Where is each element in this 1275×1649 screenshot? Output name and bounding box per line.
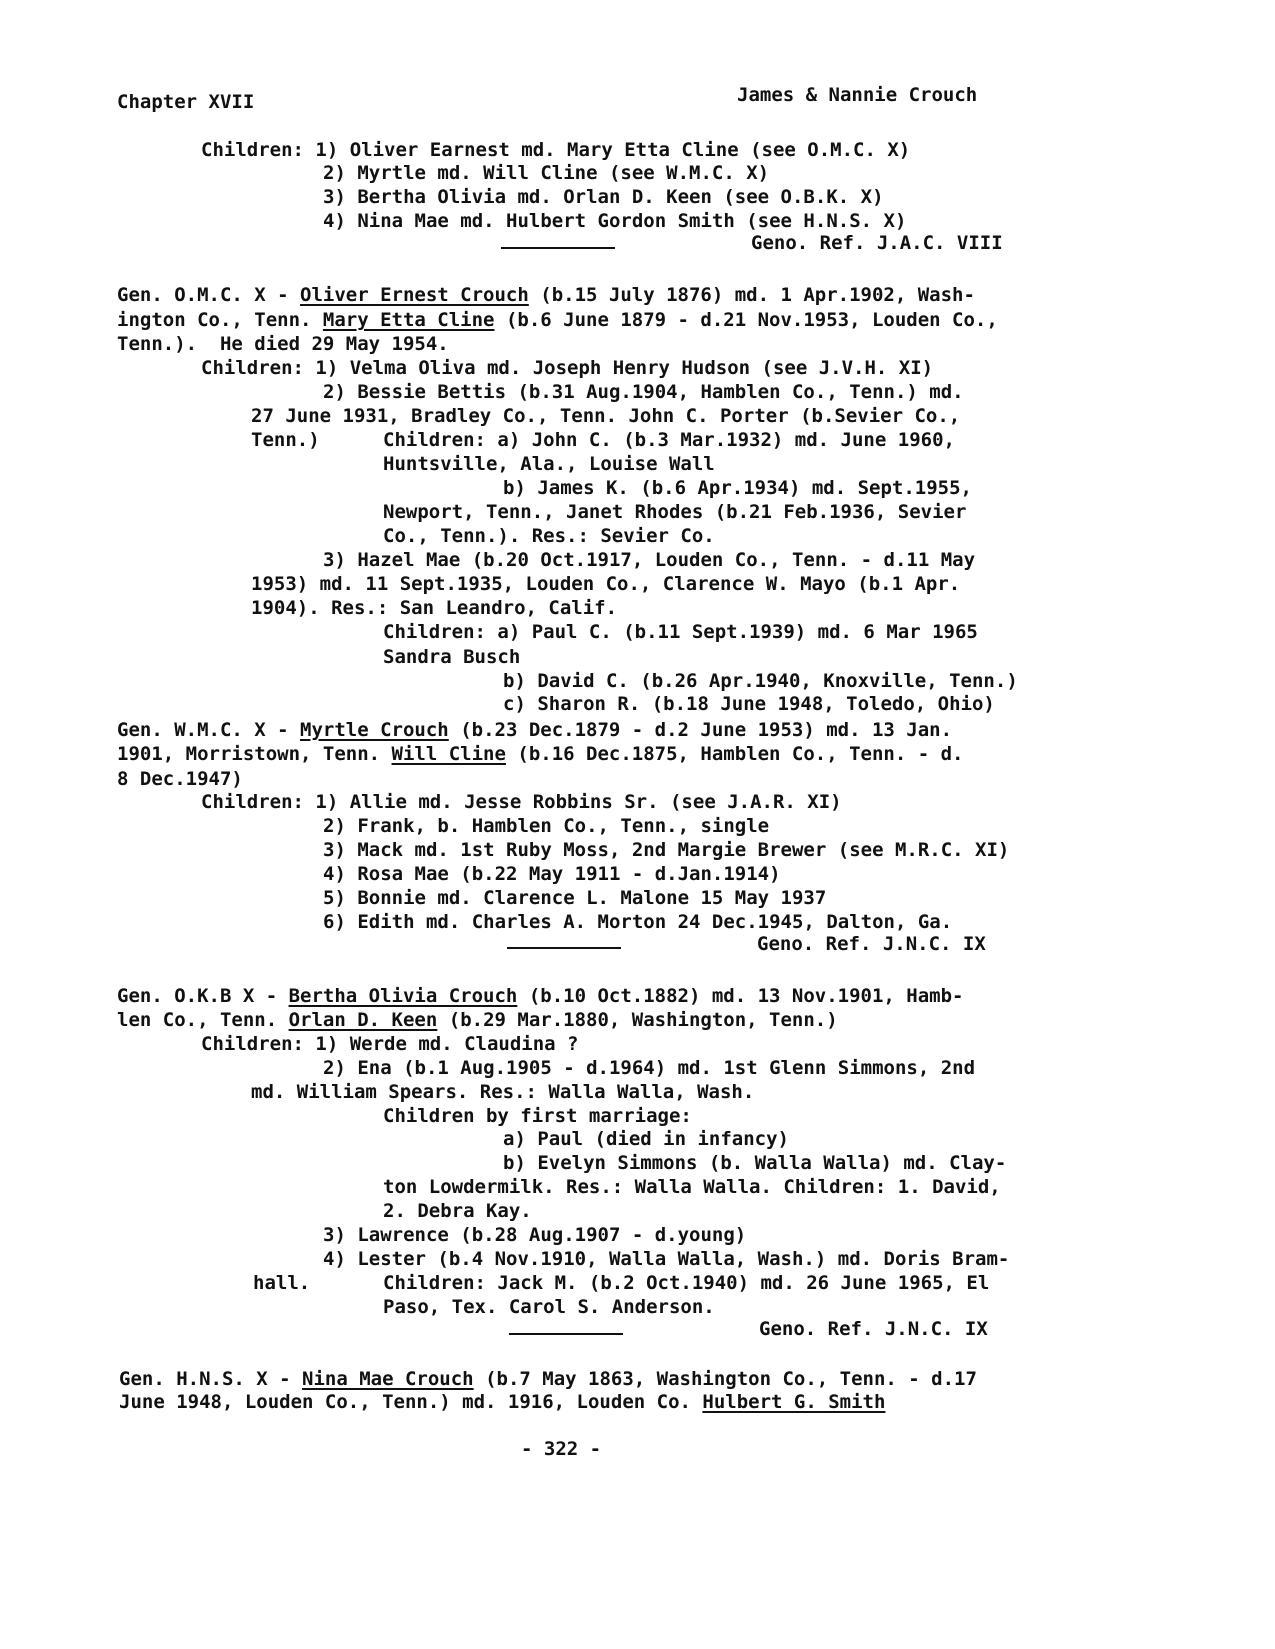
geno-ref: Geno. Ref. J.N.C. IX: [757, 933, 986, 955]
text-line: md. William Spears. Res.: Walla Walla, Wash.: [251, 1081, 755, 1103]
person-name: Orlan D. Keen: [288, 1009, 438, 1031]
text-line: a) Paul (died in infancy): [503, 1128, 789, 1150]
text-line: Children: 1) Allie md. Jesse Robbins Sr. (see J.A.R. XI): [201, 791, 842, 813]
person-name: Nina Mae Crouch: [302, 1368, 474, 1390]
text-line: Tenn.). He died 29 May 1954.: [117, 333, 449, 355]
text-line: 27 June 1931, Bradley Co., Tenn. John C. Porter (b.Sevier Co.,: [251, 405, 961, 427]
text-line: 3) Lawrence (b.28 Aug.1907 - d.young): [323, 1224, 747, 1246]
text-line: Paso, Tex. Carol S. Anderson.: [383, 1296, 715, 1318]
section-divider: [507, 947, 621, 949]
text-line: hall.: [253, 1272, 311, 1294]
text-line: 3) Mack md. 1st Ruby Moss, 2nd Margie Brewer (see M.R.C. XI): [323, 839, 1010, 861]
text-line: Children by first marriage:: [383, 1105, 692, 1127]
chapter-heading: Chapter XVII: [117, 91, 255, 113]
text-line: ington Co., Tenn. Mary Etta Cline (b.6 June 1879 - d.21 Nov.1953, Louden Co.,: [117, 309, 998, 331]
text-line: 2. Debra Kay.: [383, 1200, 532, 1222]
text-line: Gen. O.K.B X - Bertha Olivia Crouch (b.10 Oct.1882) md. 13 Nov.1901, Hamb-: [117, 985, 964, 1007]
person-name: Mary Etta Cline: [322, 309, 495, 331]
text-line: 4) Lester (b.4 Nov.1910, Walla Walla, Wash.) md. Doris Bram-: [323, 1248, 1010, 1270]
text-line: b) David C. (b.26 Apr.1940, Knoxville, Tenn.): [503, 670, 1018, 692]
text-line: 2) Myrtle md. Will Cline (see W.M.C. X): [323, 162, 770, 184]
text-line: c) Sharon R. (b.18 June 1948, Toledo, Ohio): [503, 693, 995, 715]
text-line: 4) Rosa Mae (b.22 May 1911 - d.Jan.1914): [323, 863, 781, 885]
person-name: Myrtle Crouch: [300, 719, 449, 741]
text-line: Newport, Tenn., Janet Rhodes (b.21 Feb.1936, Sevier: [383, 501, 967, 523]
text-line: b) Evelyn Simmons (b. Walla Walla) md. Clay-: [503, 1152, 1007, 1174]
text-line: 4) Nina Mae md. Hulbert Gordon Smith (see H.N.S. X): [323, 210, 907, 232]
text-line: 6) Edith md. Charles A. Morton 24 Dec.1945, Dalton, Ga.: [323, 911, 953, 933]
text-line: ton Lowdermilk. Res.: Walla Walla. Children: 1. David,: [383, 1176, 1001, 1198]
section-divider: [501, 247, 615, 249]
text-line: 5) Bonnie md. Clarence L. Malone 15 May 1937: [323, 887, 827, 909]
page-number: - 322 -: [521, 1438, 602, 1460]
text-line: 1901, Morristown, Tenn. Will Cline (b.16 Dec.1875, Hamblen Co., Tenn. - d.: [117, 743, 964, 765]
text-line: 2) Frank, b. Hamblen Co., Tenn., single: [323, 815, 770, 837]
text-line: Gen. W.M.C. X - Myrtle Crouch (b.23 Dec.1879 - d.2 June 1953) md. 13 Jan.: [117, 719, 953, 741]
text-line: Huntsville, Ala., Louise Wall: [383, 453, 715, 475]
text-line: June 1948, Louden Co., Tenn.) md. 1916, Louden Co. Hulbert G. Smith: [119, 1391, 886, 1413]
person-name: Oliver Ernest Crouch: [300, 284, 529, 306]
text-line: len Co., Tenn. Orlan D. Keen (b.29 Mar.1880, Washington, Tenn.): [117, 1009, 838, 1031]
text-line: 3) Bertha Olivia md. Orlan D. Keen (see O.B.K. X): [323, 186, 884, 208]
text-line: 8 Dec.1947): [117, 768, 243, 790]
section-divider: [509, 1333, 623, 1335]
text-line: Gen. O.M.C. X - Oliver Ernest Crouch (b.15 July 1876) md. 1 Apr.1902, Wash-: [117, 284, 975, 306]
text-line: Co., Tenn.). Res.: Sevier Co.: [383, 525, 715, 547]
text-line: Children: 1) Oliver Earnest md. Mary Etta Cline (see O.M.C. X): [201, 139, 911, 161]
text-line: b) James K. (b.6 Apr.1934) md. Sept.1955,: [503, 477, 972, 499]
text-line: Tenn.): [251, 429, 320, 451]
person-name: Will Cline: [391, 743, 506, 765]
text-line: 2) Ena (b.1 Aug.1905 - d.1964) md. 1st Glenn Simmons, 2nd: [323, 1057, 976, 1079]
geno-ref: Geno. Ref. J.A.C. VIII: [751, 232, 1003, 254]
text-line: 1904). Res.: San Leandro, Calif.: [251, 597, 618, 619]
text-line: Children: 1) Werde md. Claudina ?: [201, 1033, 579, 1055]
text-line: 2) Bessie Bettis (b.31 Aug.1904, Hamblen Co., Tenn.) md.: [323, 381, 964, 403]
text-line: Children: Jack M. (b.2 Oct.1940) md. 26 June 1965, El: [383, 1272, 990, 1294]
text-line: Children: a) Paul C. (b.11 Sept.1939) md. 6 Mar 1965: [383, 621, 978, 643]
geno-ref: Geno. Ref. J.N.C. IX: [759, 1318, 988, 1340]
person-name: Bertha Olivia Crouch: [288, 985, 518, 1007]
family-heading: James & Nannie Crouch: [737, 84, 978, 106]
text-line: 3) Hazel Mae (b.20 Oct.1917, Louden Co., Tenn. - d.11 May: [323, 549, 976, 571]
text-line: Gen. H.N.S. X - Nina Mae Crouch (b.7 May 1863, Washington Co., Tenn. - d.17: [119, 1368, 977, 1390]
text-line: Children: 1) Velma Oliva md. Joseph Henry Hudson (see J.V.H. XI): [201, 357, 934, 379]
text-line: 1953) md. 11 Sept.1935, Louden Co., Clarence W. Mayo (b.1 Apr.: [251, 573, 961, 595]
text-line: Children: a) John C. (b.3 Mar.1932) md. June 1960,: [383, 429, 955, 451]
text-line: Sandra Busch: [383, 646, 521, 668]
person-name: Hulbert G. Smith: [702, 1391, 886, 1413]
